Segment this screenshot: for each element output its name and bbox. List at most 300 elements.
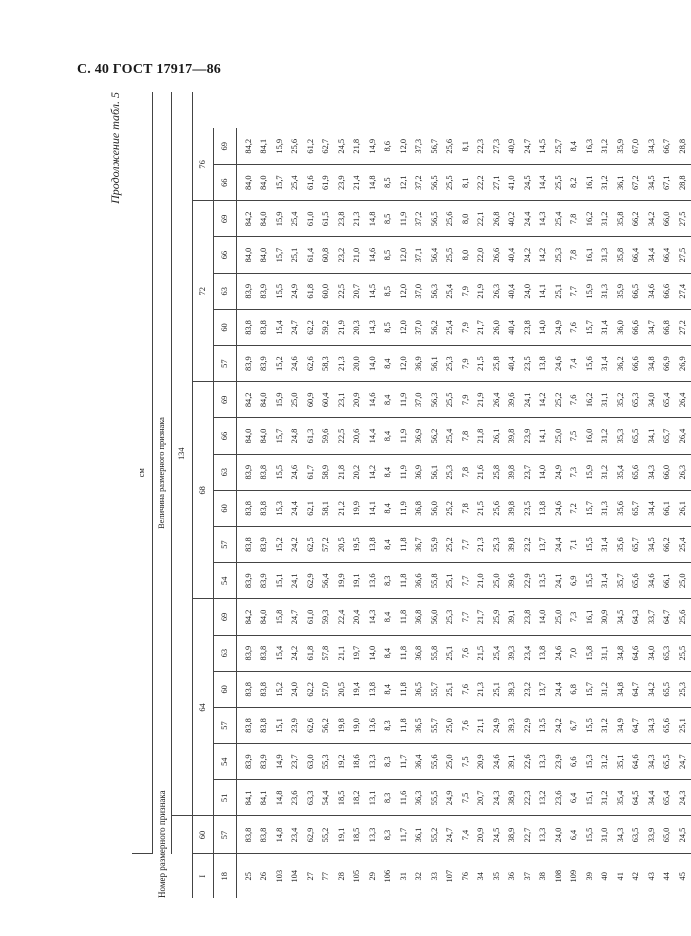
value-cell: 62,2 bbox=[303, 309, 319, 345]
value-cell: 6,6 bbox=[567, 744, 583, 780]
value-cell: 66,5 bbox=[629, 273, 645, 309]
value-cell: 25,3 bbox=[443, 346, 459, 382]
value-cell: 57,8 bbox=[319, 635, 335, 671]
value-cell: 22,7 bbox=[520, 816, 536, 854]
table-row bbox=[396, 92, 412, 898]
value-cell: 7,9 bbox=[458, 382, 474, 418]
value-cell: 39,3 bbox=[505, 635, 521, 671]
value-cell: 64,7 bbox=[629, 671, 645, 707]
value-cell: 83,8 bbox=[237, 490, 257, 526]
value-cell: 83,9 bbox=[257, 346, 273, 382]
table-row bbox=[567, 92, 583, 898]
value-cell: 84,2 bbox=[237, 382, 257, 418]
value-cell: 8,4 bbox=[381, 599, 397, 635]
value-cell: 22,9 bbox=[520, 563, 536, 599]
value-cell: 14,6 bbox=[365, 237, 381, 273]
value-cell: 6,4 bbox=[567, 816, 583, 854]
value-cell: 24,1 bbox=[551, 563, 567, 599]
value-cell: 40,4 bbox=[505, 346, 521, 382]
page-header: С. 40 ГОСТ 17917—86 bbox=[77, 62, 221, 77]
value-cell: 34,3 bbox=[644, 454, 660, 490]
value-cell: 24,4 bbox=[288, 490, 304, 526]
value-cell: 12,0 bbox=[396, 237, 412, 273]
value-cell: 7,6 bbox=[567, 309, 583, 345]
value-cell: 83,8 bbox=[237, 671, 257, 707]
sub-col-header: 63 bbox=[214, 635, 237, 671]
value-cell: 55,9 bbox=[427, 527, 443, 563]
value-cell: 39,8 bbox=[505, 418, 521, 454]
value-cell: 56,3 bbox=[427, 273, 443, 309]
value-cell: 31,2 bbox=[598, 707, 614, 743]
value-cell: 84,0 bbox=[257, 382, 273, 418]
value-cell: 23,4 bbox=[288, 816, 304, 854]
value-cell: 25,4 bbox=[443, 309, 459, 345]
value-cell: 24,6 bbox=[288, 454, 304, 490]
value-cell: 19,7 bbox=[350, 635, 366, 671]
value-cell: 55,7 bbox=[427, 707, 443, 743]
value-cell: 25,0 bbox=[288, 382, 304, 418]
value-cell: 11,9 bbox=[396, 382, 412, 418]
value-cell: 15,2 bbox=[272, 346, 288, 382]
table-row bbox=[613, 92, 629, 898]
value-cell: 31,1 bbox=[598, 635, 614, 671]
value-cell: 36,9 bbox=[412, 418, 428, 454]
table-row bbox=[350, 92, 366, 898]
value-cell: 34,2 bbox=[644, 671, 660, 707]
value-cell: 36,8 bbox=[412, 635, 428, 671]
value-cell: 34,0 bbox=[644, 635, 660, 671]
value-cell: 56,2 bbox=[427, 309, 443, 345]
value-cell: 22,6 bbox=[520, 744, 536, 780]
value-cell: 66,4 bbox=[660, 237, 676, 273]
value-cell: 34,8 bbox=[644, 346, 660, 382]
value-cell: 8,1 bbox=[458, 128, 474, 164]
sub-col-header: 57 bbox=[214, 707, 237, 743]
value-cell: 15,3 bbox=[582, 744, 598, 780]
value-cell: 84,1 bbox=[237, 780, 257, 816]
value-cell: 21,2 bbox=[334, 490, 350, 526]
value-cell: 27,1 bbox=[489, 165, 505, 201]
value-cell: 41,0 bbox=[505, 165, 521, 201]
value-cell: 22,1 bbox=[474, 201, 490, 237]
value-cell: 13,6 bbox=[365, 707, 381, 743]
value-cell: 36,1 bbox=[613, 165, 629, 201]
value-cell: 14,8 bbox=[272, 780, 288, 816]
value-cell: 21,1 bbox=[334, 635, 350, 671]
value-cell: 31,2 bbox=[598, 780, 614, 816]
col-57-header: 57 bbox=[214, 816, 237, 854]
value-cell: 11,9 bbox=[396, 490, 412, 526]
table-row bbox=[536, 92, 552, 898]
value-cell: 15,2 bbox=[272, 527, 288, 563]
value-cell: 84,0 bbox=[257, 599, 273, 635]
value-cell: 24,4 bbox=[551, 527, 567, 563]
value-cell: 13,3 bbox=[536, 816, 552, 854]
feature-number-cell: 108 bbox=[553, 869, 563, 883]
value-cell: 7,6 bbox=[458, 671, 474, 707]
value-cell: 34,8 bbox=[613, 671, 629, 707]
value-cell: 66,2 bbox=[660, 527, 676, 563]
value-cell: 31,2 bbox=[598, 454, 614, 490]
value-cell: 26,3 bbox=[489, 273, 505, 309]
value-cell: 84,0 bbox=[237, 237, 257, 273]
value-cell: 62,7 bbox=[319, 128, 335, 164]
table-row bbox=[582, 92, 598, 898]
value-cell: 25,3 bbox=[443, 454, 459, 490]
value-cell: 19,4 bbox=[350, 671, 366, 707]
value-cell: 24,9 bbox=[551, 454, 567, 490]
table-row bbox=[489, 92, 505, 898]
value-cell: 21,3 bbox=[474, 671, 490, 707]
value-cell: 35,4 bbox=[613, 454, 629, 490]
value-cell: 84,2 bbox=[237, 201, 257, 237]
value-cell: 7,7 bbox=[458, 527, 474, 563]
value-cell: 24,3 bbox=[489, 780, 505, 816]
sub-col-header: 54 bbox=[214, 744, 237, 780]
value-cell: 60,8 bbox=[319, 237, 335, 273]
value-cell: 15,9 bbox=[582, 273, 598, 309]
value-cell: 31,2 bbox=[598, 128, 614, 164]
feature-number-cell: 37 bbox=[522, 872, 532, 881]
value-cell: 24,6 bbox=[551, 346, 567, 382]
value-cell: 24,2 bbox=[288, 635, 304, 671]
value-cell: 25,5 bbox=[443, 382, 459, 418]
table-row bbox=[629, 92, 645, 898]
value-cell: 64,6 bbox=[629, 635, 645, 671]
value-cell: 34,6 bbox=[644, 563, 660, 599]
value-cell: 15,7 bbox=[272, 165, 288, 201]
value-cell: 84,2 bbox=[237, 599, 257, 635]
value-cell: 14,2 bbox=[536, 237, 552, 273]
value-cell: 24,0 bbox=[288, 671, 304, 707]
value-cell: 36,0 bbox=[613, 309, 629, 345]
value-cell: 65,7 bbox=[629, 527, 645, 563]
value-cell: 39,8 bbox=[505, 490, 521, 526]
value-cell: 34,5 bbox=[613, 599, 629, 635]
table-row bbox=[365, 92, 381, 898]
value-cell: 13,3 bbox=[365, 816, 381, 854]
value-cell: 7,8 bbox=[458, 454, 474, 490]
value-cell: 8,1 bbox=[458, 165, 474, 201]
value-cell: 14,2 bbox=[365, 454, 381, 490]
value-cell: 21,5 bbox=[474, 346, 490, 382]
value-cell: 15,1 bbox=[272, 707, 288, 743]
value-cell: 62,5 bbox=[303, 527, 319, 563]
value-cell: 7,1 bbox=[567, 527, 583, 563]
value-cell: 61,5 bbox=[319, 201, 335, 237]
value-cell: 13,8 bbox=[365, 671, 381, 707]
value-cell: 23,2 bbox=[520, 527, 536, 563]
value-cell: 35,7 bbox=[613, 563, 629, 599]
feature-number-cell: 42 bbox=[631, 872, 641, 881]
value-cell: 11,9 bbox=[396, 418, 412, 454]
value-cell: 11,8 bbox=[396, 671, 412, 707]
value-cell: 26,6 bbox=[489, 237, 505, 273]
table-row bbox=[443, 92, 459, 898]
value-cell: 65,4 bbox=[660, 382, 676, 418]
value-cell: 15,7 bbox=[582, 490, 598, 526]
value-cell: 20,9 bbox=[474, 744, 490, 780]
value-cell: 25,0 bbox=[675, 563, 691, 599]
value-cell: 31,3 bbox=[598, 490, 614, 526]
value-cell: 21,0 bbox=[474, 563, 490, 599]
value-cell: 7,7 bbox=[567, 273, 583, 309]
value-cell: 31,3 bbox=[598, 237, 614, 273]
value-cell: 36,9 bbox=[412, 454, 428, 490]
value-cell: 65,5 bbox=[660, 744, 676, 780]
value-cell: 66,1 bbox=[660, 490, 676, 526]
value-cell: 16,0 bbox=[582, 418, 598, 454]
value-cell: 8,5 bbox=[381, 237, 397, 273]
value-cell: 25,3 bbox=[551, 237, 567, 273]
value-cell: 66,8 bbox=[660, 309, 676, 345]
continuation-label: Продолжение табл. 5 bbox=[108, 92, 122, 204]
value-cell: 24,4 bbox=[551, 671, 567, 707]
value-cell: 55,7 bbox=[427, 671, 443, 707]
value-cell: 55,6 bbox=[427, 744, 443, 780]
value-cell: 39,3 bbox=[505, 671, 521, 707]
value-cell: 56,1 bbox=[427, 454, 443, 490]
table-row bbox=[237, 92, 257, 898]
value-cell: 34,4 bbox=[644, 237, 660, 273]
value-cell: 27,3 bbox=[489, 128, 505, 164]
value-cell: 54,4 bbox=[319, 780, 335, 816]
value-cell: 40,4 bbox=[505, 237, 521, 273]
value-cell: 59,2 bbox=[319, 309, 335, 345]
value-cell: 14,8 bbox=[365, 201, 381, 237]
value-cell: 65,5 bbox=[629, 418, 645, 454]
value-cell: 66,4 bbox=[629, 237, 645, 273]
value-cell: 15,5 bbox=[582, 816, 598, 854]
value-cell: 65,3 bbox=[629, 382, 645, 418]
sub-col-header: 57 bbox=[214, 346, 237, 382]
value-cell: 56,4 bbox=[427, 237, 443, 273]
value-cell: 57,0 bbox=[319, 671, 335, 707]
value-cell: 20,3 bbox=[350, 309, 366, 345]
value-cell: 83,8 bbox=[257, 635, 273, 671]
value-cell: 34,4 bbox=[644, 780, 660, 816]
value-cell: 13,6 bbox=[365, 563, 381, 599]
table-row bbox=[288, 92, 304, 898]
value-cell: 40,4 bbox=[505, 309, 521, 345]
value-cell: 25,4 bbox=[443, 418, 459, 454]
value-cell: 7,4 bbox=[458, 816, 474, 854]
value-cell: 14,1 bbox=[536, 418, 552, 454]
value-cell: 36,8 bbox=[412, 490, 428, 526]
feature-number-cell: 106 bbox=[383, 869, 393, 883]
value-cell: 20,7 bbox=[474, 780, 490, 816]
value-cell: 11,8 bbox=[396, 635, 412, 671]
value-cell: 23,6 bbox=[288, 780, 304, 816]
value-cell: 25,1 bbox=[288, 237, 304, 273]
value-cell: 27,4 bbox=[675, 273, 691, 309]
value-cell: 14,1 bbox=[536, 273, 552, 309]
value-cell: 62,2 bbox=[303, 671, 319, 707]
value-cell: 22,3 bbox=[474, 128, 490, 164]
value-cell: 21,8 bbox=[350, 128, 366, 164]
value-cell: 65,7 bbox=[660, 418, 676, 454]
value-cell: 61,0 bbox=[303, 599, 319, 635]
value-cell: 55,2 bbox=[319, 816, 335, 854]
value-cell: 58,9 bbox=[319, 454, 335, 490]
value-cell: 36,4 bbox=[412, 744, 428, 780]
value-cell: 8,5 bbox=[381, 309, 397, 345]
value-cell: 22,4 bbox=[334, 599, 350, 635]
value-cell: 39,8 bbox=[505, 527, 521, 563]
value-cell: 11,7 bbox=[396, 744, 412, 780]
value-cell: 83,9 bbox=[237, 635, 257, 671]
value-cell: 31,3 bbox=[598, 273, 614, 309]
value-cell: 20,9 bbox=[474, 816, 490, 854]
value-cell: 14,1 bbox=[365, 490, 381, 526]
value-cell: 58,3 bbox=[319, 346, 335, 382]
value-cell: 23,5 bbox=[520, 490, 536, 526]
value-cell: 13,8 bbox=[536, 346, 552, 382]
value-cell: 20,2 bbox=[350, 454, 366, 490]
value-cell: 23,8 bbox=[334, 201, 350, 237]
feature-number-cell: 29 bbox=[367, 872, 377, 881]
value-cell: 19,8 bbox=[334, 707, 350, 743]
value-cell: 65,6 bbox=[629, 454, 645, 490]
value-cell: 25,5 bbox=[551, 165, 567, 201]
value-cell: 21,4 bbox=[350, 165, 366, 201]
value-cell: 25,8 bbox=[489, 346, 505, 382]
value-cell: 15,6 bbox=[582, 346, 598, 382]
value-cell: 7,9 bbox=[458, 273, 474, 309]
value-cell: 64,7 bbox=[629, 707, 645, 743]
value-cell: 24,5 bbox=[675, 816, 691, 854]
value-cell: 7,6 bbox=[567, 382, 583, 418]
value-cell: 61,3 bbox=[303, 418, 319, 454]
value-cell: 37,2 bbox=[412, 201, 428, 237]
value-cell: 13,8 bbox=[536, 635, 552, 671]
value-cell: 25,1 bbox=[551, 273, 567, 309]
value-cell: 65,6 bbox=[629, 563, 645, 599]
value-cell: 59,3 bbox=[319, 599, 335, 635]
value-cell: 34,5 bbox=[644, 165, 660, 201]
value-cell: 8,5 bbox=[381, 201, 397, 237]
value-cell: 66,6 bbox=[629, 309, 645, 345]
value-cell: 39,1 bbox=[505, 744, 521, 780]
value-cell: 25,4 bbox=[288, 201, 304, 237]
value-cell: 56,1 bbox=[427, 346, 443, 382]
value-cell: 35,6 bbox=[613, 527, 629, 563]
value-cell: 36,3 bbox=[412, 780, 428, 816]
value-cell: 63,0 bbox=[303, 744, 319, 780]
value-cell: 25,0 bbox=[443, 707, 459, 743]
sub-col-header: 69 bbox=[214, 201, 237, 237]
value-cell: 15,3 bbox=[272, 490, 288, 526]
value-cell: 84,0 bbox=[237, 165, 257, 201]
value-cell: 34,3 bbox=[613, 816, 629, 854]
value-cell: 11,9 bbox=[396, 201, 412, 237]
value-cell: 14,4 bbox=[536, 165, 552, 201]
value-cell: 8,4 bbox=[381, 527, 397, 563]
feature-number-cell: 25 bbox=[243, 872, 253, 881]
value-cell: 37,3 bbox=[412, 128, 428, 164]
value-cell: 8,4 bbox=[381, 454, 397, 490]
value-cell: 13,8 bbox=[365, 527, 381, 563]
value-cell: 18,5 bbox=[350, 816, 366, 854]
value-cell: 22,2 bbox=[474, 165, 490, 201]
value-cell: 18,6 bbox=[350, 744, 366, 780]
value-cell: 23,7 bbox=[520, 454, 536, 490]
value-cell: 15,7 bbox=[272, 237, 288, 273]
table-row bbox=[458, 92, 474, 898]
feature-number-cell: 40 bbox=[600, 872, 610, 881]
value-cell: 60,0 bbox=[319, 273, 335, 309]
value-cell: 19,9 bbox=[350, 490, 366, 526]
value-cell: 7,3 bbox=[567, 599, 583, 635]
value-cell: 15,5 bbox=[582, 563, 598, 599]
value-cell: 25,1 bbox=[489, 671, 505, 707]
sub-col-header: 66 bbox=[214, 165, 237, 201]
value-cell: 84,0 bbox=[257, 165, 273, 201]
value-cell: 19,5 bbox=[350, 527, 366, 563]
feature-number-header: Номер размерного признака bbox=[132, 854, 193, 898]
value-cell: 31,4 bbox=[598, 309, 614, 345]
value-cell: 12,0 bbox=[396, 346, 412, 382]
value-cell: 55,2 bbox=[427, 816, 443, 854]
value-cell: 8,6 bbox=[381, 128, 397, 164]
table-row bbox=[675, 92, 691, 898]
table-row bbox=[257, 92, 273, 898]
value-cell: 67,0 bbox=[629, 128, 645, 164]
value-cell: 23,8 bbox=[520, 309, 536, 345]
group-header-76: 76 bbox=[193, 128, 214, 200]
value-cell: 56,7 bbox=[427, 128, 443, 164]
value-cell: 35,1 bbox=[613, 744, 629, 780]
feature-number-cell: 27 bbox=[305, 872, 315, 881]
value-cell: 34,2 bbox=[644, 201, 660, 237]
value-cell: 26,8 bbox=[489, 201, 505, 237]
value-cell: 63,3 bbox=[303, 780, 319, 816]
value-cell: 34,5 bbox=[644, 527, 660, 563]
value-cell: 13,2 bbox=[536, 780, 552, 816]
value-cell: 25,4 bbox=[489, 635, 505, 671]
value-cell: 14,0 bbox=[365, 346, 381, 382]
value-cell: 14,6 bbox=[365, 382, 381, 418]
table-row bbox=[598, 92, 614, 898]
value-cell: 25,3 bbox=[675, 671, 691, 707]
value-cell: 24,5 bbox=[520, 165, 536, 201]
feature-number-cell: 44 bbox=[662, 872, 672, 881]
value-cell: 15,7 bbox=[272, 418, 288, 454]
feature-number-cell: 33 bbox=[429, 872, 439, 881]
value-cell: 62,6 bbox=[303, 707, 319, 743]
value-cell: 23,9 bbox=[520, 418, 536, 454]
value-cell: 35,8 bbox=[613, 201, 629, 237]
value-cell: 66,6 bbox=[660, 273, 676, 309]
value-cell: 7,5 bbox=[458, 780, 474, 816]
value-cell: 7,8 bbox=[567, 201, 583, 237]
value-cell: 21,9 bbox=[334, 309, 350, 345]
value-cell: 22,5 bbox=[334, 418, 350, 454]
col-60-header: 60 bbox=[193, 816, 214, 854]
value-cell: 15,2 bbox=[272, 671, 288, 707]
value-cell: 56,3 bbox=[427, 382, 443, 418]
value-cell: 7,5 bbox=[458, 744, 474, 780]
value-cell: 15,5 bbox=[582, 527, 598, 563]
value-cell: 31,2 bbox=[598, 165, 614, 201]
value-cell: 35,3 bbox=[613, 418, 629, 454]
value-cell: 24,7 bbox=[675, 744, 691, 780]
value-cell: 24,5 bbox=[489, 816, 505, 854]
value-cell: 31,2 bbox=[598, 201, 614, 237]
value-cell: 21,3 bbox=[334, 346, 350, 382]
feature-number-cell: 103 bbox=[274, 869, 284, 883]
value-cell: 14,3 bbox=[536, 201, 552, 237]
